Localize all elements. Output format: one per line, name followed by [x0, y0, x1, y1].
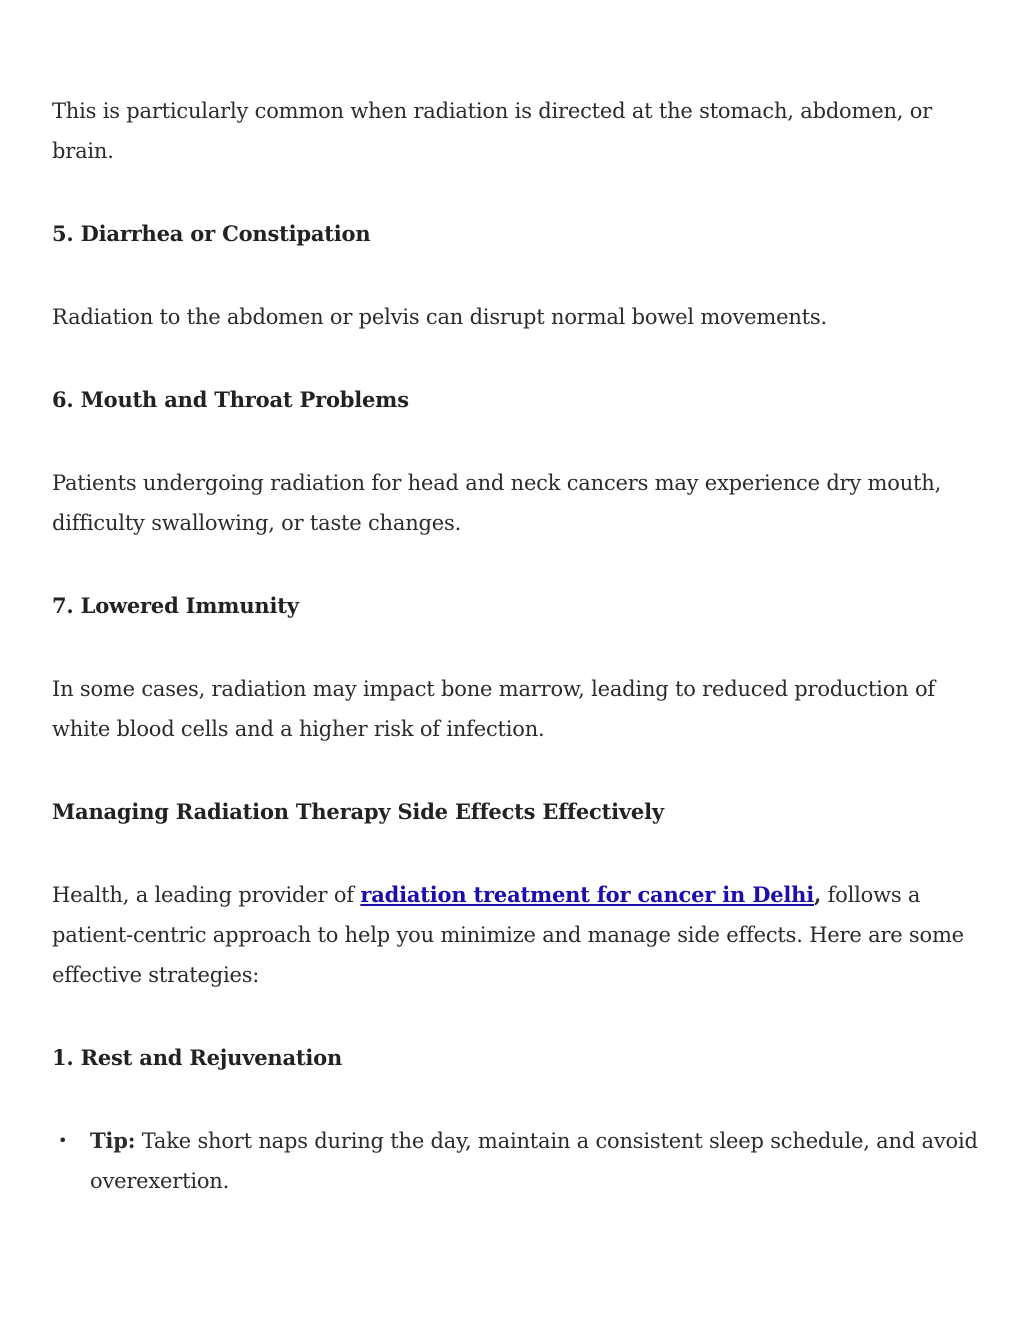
radiation-treatment-link[interactable]: radiation treatment for cancer in Delhi — [360, 882, 814, 907]
article-body — [52, 91, 982, 1201]
bullet-icon: • — [58, 1131, 68, 1150]
tip-text: Take short naps during the day, maintain a consistent sleep schedule, and avoid overexertion. — [90, 1129, 978, 1193]
paragraph-intro: This is particularly common when radiation is directed at the stomach, abdomen, or brain. — [52, 99, 932, 163]
heading-lowered-immunity: 7. Lowered Immunity — [52, 593, 299, 618]
paragraph-managing — [52, 875, 982, 995]
list-item — [52, 1121, 982, 1201]
paragraph-bowel: Radiation to the abdomen or pelvis can disrupt normal bowel movements. — [52, 305, 827, 329]
heading-managing-side-effects: Managing Radiation Therapy Side Effects Effectively — [52, 799, 664, 824]
paragraph-managing-lead: Health, a leading provider of — [52, 883, 361, 907]
tips-list — [52, 1121, 982, 1201]
heading-diarrhea-constipation: 5. Diarrhea or Constipation — [52, 221, 371, 246]
heading-mouth-throat: 6. Mouth and Throat Problems — [52, 387, 409, 412]
tip-label: Tip: — [90, 1128, 136, 1153]
paragraph-managing-comma: , — [814, 882, 822, 907]
heading-rest-rejuvenation: 1. Rest and Rejuvenation — [52, 1045, 343, 1070]
paragraph-mouth-throat: Patients undergoing radiation for head and neck cancers may experience dry mouth, difficulty swallowing, or taste changes. — [52, 471, 942, 535]
paragraph-immunity: In some cases, radiation may impact bone marrow, leading to reduced production of white blood cells and a higher risk of infection. — [52, 677, 935, 741]
paragraph-managing-rest: follows a patient-centric approach to help you minimize and manage side effects. Here are some effective strategies: — [52, 883, 964, 987]
